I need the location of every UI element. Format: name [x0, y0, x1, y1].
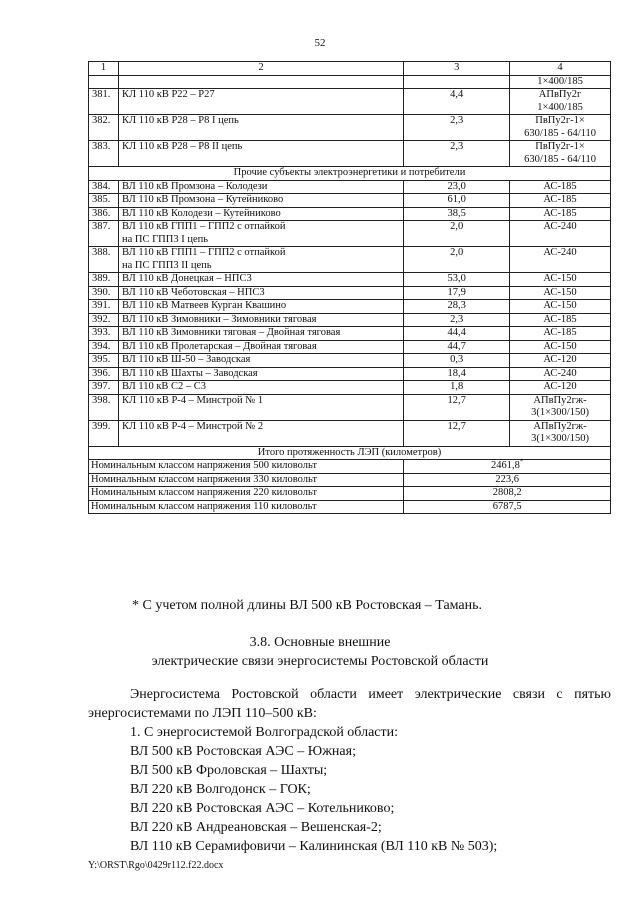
total-label: Номинальным классом напряжения 500 киловольт: [89, 460, 404, 474]
wire-type-line: АПвПу2г: [538, 89, 582, 100]
file-path: Y:\ORST\Rgo\0429r112.f22.docx: [88, 860, 224, 871]
line-name: [118, 247, 403, 273]
table-row: [89, 180, 611, 194]
row-number: 392.: [89, 313, 119, 327]
line-name-line: ВЛ 110 кВ ГПП1 – ГПП2 с отпайкой: [121, 221, 286, 232]
line-length: 44,4: [404, 327, 510, 341]
page-number: 52: [314, 37, 326, 49]
table-row: [89, 75, 611, 89]
header-cell: 2: [118, 62, 403, 76]
wire-type: [510, 115, 611, 141]
list-item: ВЛ 220 кВ Ростовская АЭС – Котельниково;: [130, 801, 395, 816]
wire-type: АС-185: [510, 207, 611, 221]
line-name: ВЛ 110 кВ Чеботовская – НПС3: [118, 286, 403, 300]
wire-type-line: 3(1×300/150): [531, 407, 589, 418]
wire-cell: 1×400/185: [510, 75, 611, 89]
line-name: ВЛ 110 кВ Промзона – Кутейниково: [118, 194, 403, 208]
line-name: КЛ 110 кВ Р-4 – Минстрой № 1: [118, 394, 403, 420]
body-text: [88, 685, 611, 856]
section-heading: [0, 633, 640, 671]
table-row: [89, 300, 611, 314]
row-number: 390.: [89, 286, 119, 300]
row-number: 395.: [89, 354, 119, 368]
line-length: 2,0: [404, 247, 510, 273]
line-name: ВЛ 110 кВ Ш-50 – Заводская: [118, 354, 403, 368]
line-length: 0,3: [404, 354, 510, 368]
line-length: 12,7: [404, 420, 510, 446]
table-row: [89, 141, 611, 167]
row-number: 399.: [89, 420, 119, 446]
wire-type: АС-150: [510, 340, 611, 354]
line-length: 4,4: [404, 89, 510, 115]
total-title-row: [89, 446, 611, 460]
line-length: 2,3: [404, 115, 510, 141]
row-number: 384.: [89, 180, 119, 194]
total-row: [89, 500, 611, 514]
total-value-text: 2461,8: [490, 460, 520, 471]
header-cell: 1: [89, 62, 119, 76]
wire-type: АС-120: [510, 354, 611, 368]
table-row: [89, 89, 611, 115]
row-number: 391.: [89, 300, 119, 314]
table-row: [89, 194, 611, 208]
line-length: 53,0: [404, 273, 510, 287]
line-length: 2,3: [404, 313, 510, 327]
line-length: 2,3: [404, 141, 510, 167]
line-length: 23,0: [404, 180, 510, 194]
total-value: [404, 473, 611, 487]
line-name: ВЛ 110 кВ Колодези – Кутейниково: [118, 207, 403, 221]
line-name: ВЛ 110 кВ Шахты – Заводская: [118, 367, 403, 381]
power-lines-table: [88, 61, 611, 514]
total-value-text: 6787,5: [492, 500, 522, 512]
wire-type-line: АПвПу2гж-: [533, 420, 587, 432]
wire-type-line: 3(1×300/150): [531, 433, 589, 444]
line-name-line: ВЛ 110 кВ ГПП1 – ГПП2 с отпайкой: [121, 247, 286, 258]
list-item: ВЛ 500 кВ Фроловская – Шахты;: [130, 763, 328, 778]
table-row: [89, 354, 611, 368]
line-name: КЛ 110 кВ Р28 – Р8 II цепь: [118, 141, 403, 167]
line-name: ВЛ 110 кВ Матвеев Курган Квашино: [118, 300, 403, 314]
total-label: Номинальным классом напряжения 220 киловольт: [89, 487, 404, 501]
line-name: КЛ 110 кВ Р-4 – Минстрой № 2: [118, 420, 403, 446]
row-number: 383.: [89, 141, 119, 167]
wire-type-line: ПвПу2г-1×: [535, 115, 585, 126]
line-length: 2,0: [404, 221, 510, 247]
wire-type: АС-185: [510, 194, 611, 208]
total-title: Итого протяженность ЛЭП (километров): [89, 446, 611, 460]
line-name: ВЛ 110 кВ Промзона – Колодези: [118, 180, 403, 194]
table-row: [89, 367, 611, 381]
total-value: [404, 457, 611, 474]
table-row: [89, 286, 611, 300]
table-row: [89, 273, 611, 287]
line-name: КЛ 110 кВ Р28 – Р8 I цепь: [118, 115, 403, 141]
wire-type: АС-150: [510, 286, 611, 300]
line-length: 61,0: [404, 194, 510, 208]
row-number: 386.: [89, 207, 119, 221]
wire-type-line: ПвПу2г-1×: [535, 141, 585, 152]
row-number: 388.: [89, 247, 119, 273]
wire-type: АС-150: [510, 300, 611, 314]
line-length: 28,3: [404, 300, 510, 314]
wire-type: [510, 141, 611, 167]
wire-type: АС-120: [510, 381, 611, 395]
line-name: КЛ 110 кВ Р22 – Р27: [118, 89, 403, 115]
wire-type: АС-240: [510, 367, 611, 381]
line-length: 17,9: [404, 286, 510, 300]
total-value-text: 2808,2: [492, 487, 522, 498]
header-cell: 4: [510, 62, 611, 76]
wire-type: [510, 89, 611, 115]
total-label: Номинальным классом напряжения 110 киловольт: [89, 500, 404, 514]
line-length: 38,5: [404, 207, 510, 221]
line-name: ВЛ 110 кВ Зимовники – Зимовники тяговая: [118, 313, 403, 327]
row-number: 382.: [89, 115, 119, 141]
total-value: [404, 500, 611, 514]
line-name: ВЛ 110 кВ Зимовники тяговая – Двойная тяговая: [118, 327, 403, 341]
wire-type-line: АПвПу2гж-: [533, 394, 587, 406]
wire-type: АС-185: [510, 180, 611, 194]
wire-type: [510, 394, 611, 420]
row-number: 381.: [89, 89, 119, 115]
row-number: 385.: [89, 194, 119, 208]
heading-line: электрические связи энергосистемы Ростовской области: [151, 654, 489, 669]
list-heading: 1. С энергосистемой Волгоградской области:: [130, 725, 398, 740]
total-row: [89, 460, 611, 474]
wire-type: [510, 420, 611, 446]
table-row: [89, 420, 611, 446]
wire-type-line: 630/185 - 64/110: [524, 153, 597, 165]
line-length: 18,4: [404, 367, 510, 381]
table-row: [89, 247, 611, 273]
row-number: 389.: [89, 273, 119, 287]
line-name: [118, 221, 403, 247]
section-row: [89, 167, 611, 181]
wire-type-line: 630/185 - 64/110: [524, 127, 597, 139]
header-cell: 3: [404, 62, 510, 76]
row-number: 398.: [89, 394, 119, 420]
wire-type: АС-240: [510, 247, 611, 273]
footnote-mark: *: [519, 457, 524, 466]
table-row: [89, 394, 611, 420]
total-value-text: 223,6: [495, 473, 519, 485]
line-name: ВЛ 110 кВ С2 – С3: [118, 381, 403, 395]
line-name-line: на ПС ГПП3 I цепь: [121, 233, 209, 245]
footnote: * С учетом полной длины ВЛ 500 кВ Ростовская – Тамань.: [132, 598, 483, 613]
table-row: [89, 327, 611, 341]
total-label: Номинальным классом напряжения 330 киловольт: [89, 473, 404, 487]
heading-line: 3.8. Основные внешние: [249, 635, 391, 650]
wire-type: АС-185: [510, 313, 611, 327]
line-name-line: на ПС ГПП3 II цепь: [121, 259, 212, 271]
table-row: [89, 340, 611, 354]
wire-type: АС-185: [510, 327, 611, 341]
total-row: [89, 473, 611, 487]
wire-type: АС-150: [510, 273, 611, 287]
row-number: 387.: [89, 221, 119, 247]
table-row: [89, 207, 611, 221]
total-row: [89, 487, 611, 501]
wire-type-line: 1×400/185: [537, 101, 583, 113]
row-number: 393.: [89, 327, 119, 341]
list-item: ВЛ 110 кВ Серамифовичи – Калининская (ВЛ 110 кВ № 503);: [130, 839, 498, 854]
wire-type: АС-240: [510, 221, 611, 247]
line-length: 12,7: [404, 394, 510, 420]
table-row: [89, 115, 611, 141]
row-number: 394.: [89, 340, 119, 354]
row-number: 397.: [89, 381, 119, 395]
line-name: ВЛ 110 кВ Пролетарская – Двойная тяговая: [118, 340, 403, 354]
table-row: [89, 381, 611, 395]
row-number: 396.: [89, 367, 119, 381]
table-row: [89, 221, 611, 247]
table-row: [89, 313, 611, 327]
list-item: ВЛ 220 кВ Андреановская – Вешенская-2;: [130, 820, 382, 835]
list-item: ВЛ 500 кВ Ростовская АЭС – Южная;: [130, 744, 356, 759]
list-item: ВЛ 220 кВ Волгодонск – ГОК;: [130, 782, 311, 797]
line-length: 44,7: [404, 340, 510, 354]
section-title: Прочие субъекты электроэнергетики и потребители: [89, 167, 611, 181]
table-header-row: [89, 62, 611, 76]
line-name: ВЛ 110 кВ Донецкая – НПС3: [118, 273, 403, 287]
total-value: [404, 487, 611, 501]
intro-paragraph: Энергосистема Ростовской области имеет электрические связи с пятью энергосистемами по ЛЭП 110–500 кВ:: [88, 687, 611, 721]
line-length: 1,8: [404, 381, 510, 395]
